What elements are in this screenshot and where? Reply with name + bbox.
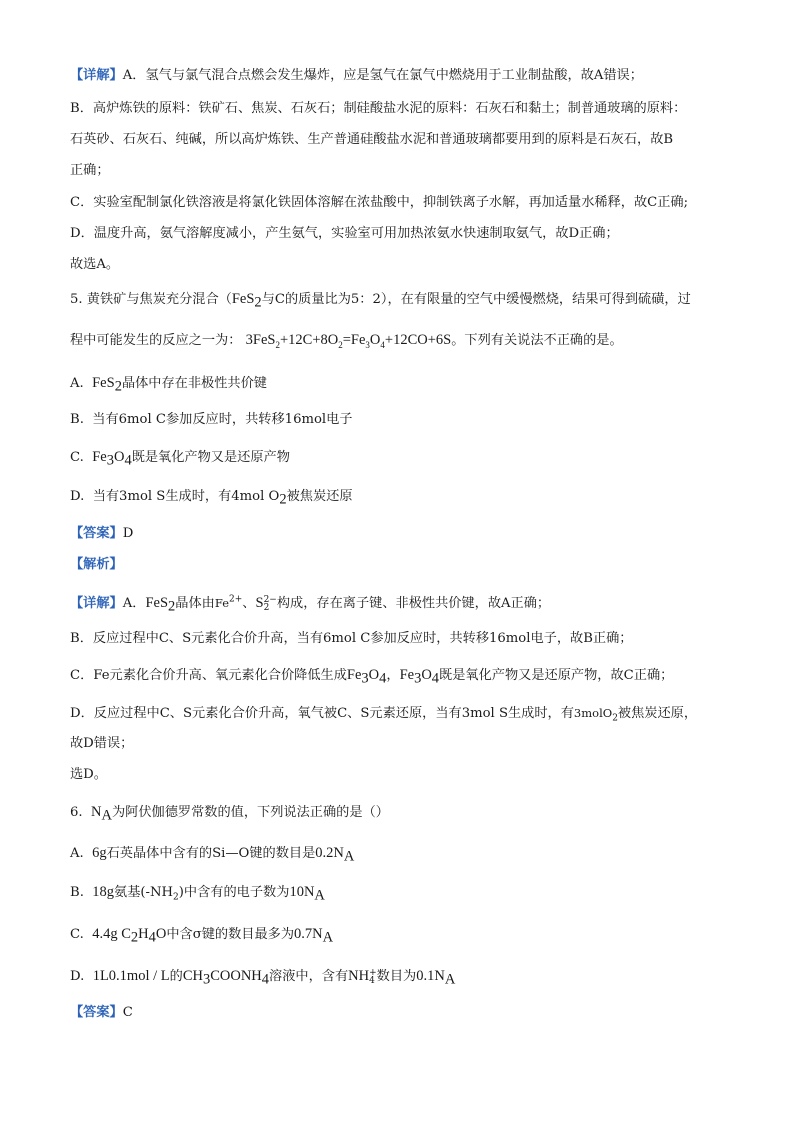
q6-option-c: C. 4.4g $C_2H_4O$中含σ键的数目最多为$0.7N_A$ — [70, 926, 334, 946]
q4-explain-b1: B．高炉炼铁的原料：铁矿石、焦炭、石灰石；制硅酸盐水泥的原料：石灰石和黏土；制普通玻璃的原料： — [70, 101, 687, 116]
q4-explain-d: D．温度升高，氨气溶解度减小，产生氨气，实验室可用加热浓氨水快速制取氨气，故D正确； — [70, 226, 619, 241]
q5-explain-a: 【详解】A．FeS$_2$晶体由$Fe^{2+}$、S 2− 2 构成，存在离子键、非极性共价键，故A正确； — [70, 594, 551, 615]
q5-option-b: B. 当有6mol C参加反应时，共转移16mol电子 — [70, 412, 353, 427]
q5-explain-b: B．反应过程中C、S元素化合价升高，当有6mol C参加反应时，共转移16mol电子，故B正确； — [70, 631, 633, 646]
q5-analysis-tag: 【解析】 — [70, 557, 123, 572]
q4-conclusion: 故选A。 — [70, 257, 120, 272]
q6-answer: 【答案】C — [70, 1005, 133, 1020]
q5-option-c: C. $Fe_3O_4$既是氧化产物又是还原产物 — [70, 449, 290, 469]
q5-option-a: A. FeS$_2$晶体中存在非极性共价键 — [70, 375, 267, 395]
q6-option-b: B. 18g氨基$(-NH_2)$中含有的电子数为$10N_A$ — [70, 884, 325, 904]
q5-option-d: D. 当有3mol S生成时，有4mol $O_2$被焦炭还原 — [70, 489, 353, 508]
detail-tag: 【详解】 — [70, 68, 123, 83]
q4-explain-c: C．实验室配制氯化铁溶液是将氯化铁固体溶解在浓盐酸中，抑制铁离子水解，再加适量水稀释，故C正确; — [70, 195, 689, 210]
q4-explain-a: 【详解】A．氢气与氯气混合点燃会发生爆炸，应是氢气在氯气中燃烧用于工业制盐酸，故A错误； — [70, 68, 643, 83]
q5-stem-line2: 程中可能发生的反应之一为： $3FeS_2+12C+8O_2=Fe_3O_4+12CO+6S$。下列有关说法不正确的是。 — [70, 332, 623, 350]
q5-explain-c: C．Fe元素化合价升高、氧元素化合价降低生成$Fe_3O_4$，$Fe_3O_4$既是氧化产物又是还原产物，故C正确； — [70, 667, 674, 687]
q6-option-a: A. 6g石英晶体中含有的Si—O键的数目是$0.2N_A$ — [70, 845, 355, 865]
q4-explain-b2: 石英砂、石灰石、纯碱，所以高炉炼铁、生产普通硅酸盐水泥和普通玻璃都要用到的原料是石灰石，故B — [70, 132, 674, 147]
q5-stem-line1: 5. 黄铁矿与焦炭充分混合（FeS$_2$与C的质量比为5：2），在有限量的空气中缓慢燃烧，结果可得到硫磺，过 — [70, 291, 691, 311]
q5-explain-d2: 故D错误； — [70, 736, 134, 751]
q5-equation: $3FeS_2+12C+8O_2=Fe_3O_4+12CO+6S$ — [245, 332, 452, 350]
q5-explain-d: D．反应过程中C、S元素化合价升高，氧气被C、S元素还原，当有3mol S生成时，有3molO$_2$被焦炭还原， — [70, 706, 698, 724]
q6-stem: 6. $N_A$为阿伏伽德罗常数的值，下列说法正确的是（） — [70, 804, 389, 824]
q5-answer: 【答案】D — [70, 526, 134, 541]
q6-option-d: D. 1L0.1mol / L的$CH_3COONH_4$溶液中，含有NH + 4 数目为$0.1N_A$ — [70, 967, 456, 988]
q5-conclusion: 选D。 — [70, 767, 107, 782]
q4-explain-b3: 正确； — [70, 163, 110, 178]
